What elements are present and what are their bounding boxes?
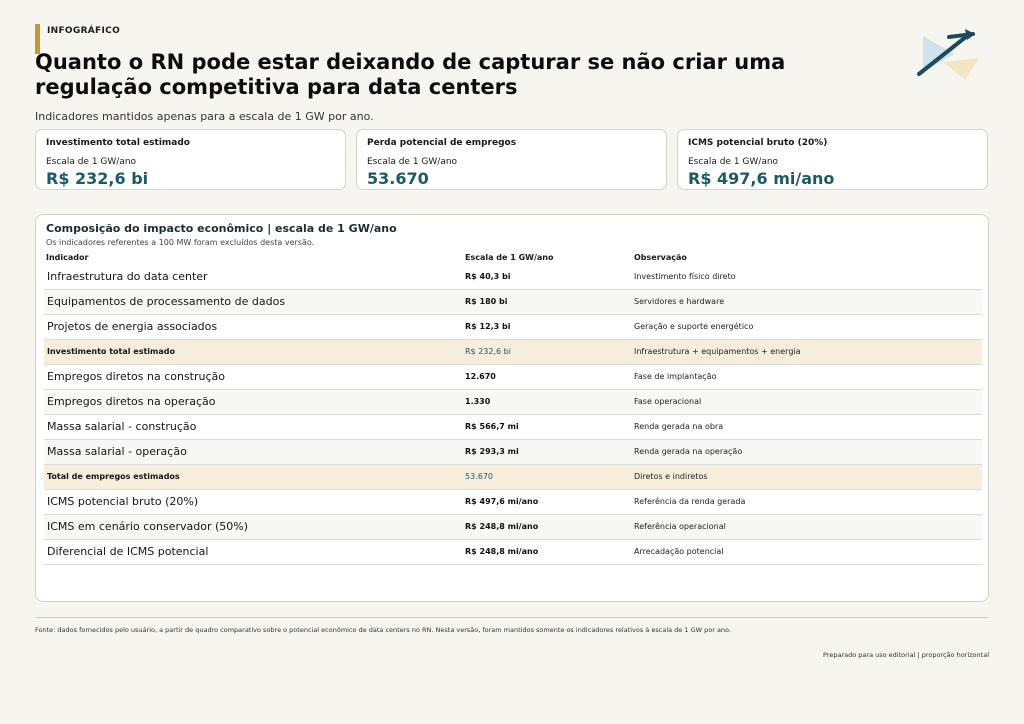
table-row (44, 540, 982, 565)
kpi-card-label: Escala de 1 GW/ano (688, 157, 779, 167)
table-row (44, 390, 982, 415)
cell-value: R$ 248,8 mi/ano (465, 522, 539, 531)
kpi-card-title: Perda potencial de empregos (367, 138, 517, 148)
kpi-card-label: Escala de 1 GW/ano (367, 157, 458, 167)
header-scale: Escala de 1 GW/ano (465, 253, 554, 262)
kpi-card-title: ICMS potencial bruto (20%) (688, 138, 828, 148)
cell-value: R$ 12,3 bi (465, 322, 511, 331)
kpi-card-title: Investimento total estimado (46, 138, 190, 148)
cell-value: R$ 40,3 bi (465, 272, 511, 281)
cell-indicator: Diferencial de ICMS potencial (47, 545, 209, 558)
source-note: Fonte: dados fornecidos pelo usuário, a partir de quadro comparativo sobre o potencial econômico de data centers no RN. Nesta versão, foram mantidos somente os indicadores relativos à escala de 1 GW por ano. (35, 626, 731, 634)
kpi-card-value: 53.670 (367, 169, 429, 188)
kpi-card-value: R$ 497,6 mi/ano (688, 169, 835, 188)
cell-indicator: Infraestrutura do data center (47, 270, 208, 283)
cell-note: Investimento físico direto (634, 272, 736, 281)
cell-note: Renda gerada na operação (634, 447, 743, 456)
cell-indicator: Investimento total estimado (47, 347, 175, 356)
table-row (44, 290, 982, 315)
cell-note: Referência operacional (634, 522, 726, 531)
cell-value: R$ 232,6 bi (465, 347, 511, 356)
table-row (44, 440, 982, 465)
cell-indicator: Equipamentos de processamento de dados (47, 295, 286, 308)
cell-value: R$ 293,3 mi (465, 447, 519, 456)
cell-indicator: ICMS em cenário conservador (50%) (47, 520, 248, 533)
page-subtitle: Indicadores mantidos apenas para a escala de 1 GW por ano. (35, 110, 374, 123)
cell-note: Arrecadação potencial (634, 547, 724, 556)
kpi-card-jobs (356, 129, 667, 190)
header-indicator: Indicador (46, 253, 89, 262)
table-title: Composição do impacto econômico | escala de 1 GW/ano (46, 222, 397, 235)
table-row (44, 515, 982, 540)
table-note: Os indicadores referentes a 100 MW foram excluídos desta versão. (46, 238, 315, 247)
table-body (44, 265, 982, 565)
cell-value: R$ 248,8 mi/ano (465, 547, 539, 556)
cell-indicator: ICMS potencial bruto (20%) (47, 495, 199, 508)
cell-value: R$ 566,7 mi (465, 422, 519, 431)
table-row-total-investment (44, 340, 982, 365)
cell-indicator: Total de empregos estimados (47, 472, 180, 481)
cell-value: 1.330 (465, 397, 491, 406)
cell-value: R$ 497,6 mi/ano (465, 497, 539, 506)
cell-note: Geração e suporte energético (634, 322, 754, 331)
cell-value: 12.670 (465, 372, 496, 381)
kpi-card-icms (677, 129, 988, 190)
cell-note: Fase operacional (634, 397, 702, 406)
divider (35, 617, 989, 618)
cell-note: Referência da renda gerada (634, 497, 746, 506)
cell-value: 53.670 (465, 472, 493, 481)
impact-table-panel (35, 214, 989, 602)
kpi-cards (35, 129, 989, 192)
cell-note: Infraestrutura + equipamentos + energia (634, 347, 801, 356)
cell-note: Servidores e hardware (634, 297, 725, 306)
cell-indicator: Massa salarial - operação (47, 445, 187, 458)
cell-note: Fase de implantação (634, 372, 717, 381)
header-observation: Observação (634, 253, 687, 262)
table-row (44, 265, 982, 290)
table-row (44, 365, 982, 390)
kpi-card-label: Escala de 1 GW/ano (46, 157, 137, 167)
footer-credit: Preparado para uso editorial | proporção horizontal (823, 651, 989, 659)
kicker-label: INFOGRÁFICO (47, 26, 121, 36)
cell-value: R$ 180 bi (465, 297, 508, 306)
cell-note: Diretos e indiretos (634, 472, 708, 481)
table-row (44, 315, 982, 340)
trend-arrow-icon (915, 28, 985, 84)
cell-indicator: Empregos diretos na operação (47, 395, 216, 408)
page-title: Quanto o RN pode estar deixando de capturar se não criar uma regulação competitiva para data centers (35, 50, 786, 99)
cell-indicator: Empregos diretos na construção (47, 370, 226, 383)
cell-indicator: Projetos de energia associados (47, 320, 218, 333)
table-header (46, 251, 980, 265)
table-row-total-jobs (44, 465, 982, 490)
table-row (44, 415, 982, 440)
kpi-card-value: R$ 232,6 bi (46, 169, 149, 188)
table-row (44, 490, 982, 515)
kpi-card-investment (35, 129, 346, 190)
cell-indicator: Massa salarial - construção (47, 420, 197, 433)
cell-note: Renda gerada na obra (634, 422, 724, 431)
